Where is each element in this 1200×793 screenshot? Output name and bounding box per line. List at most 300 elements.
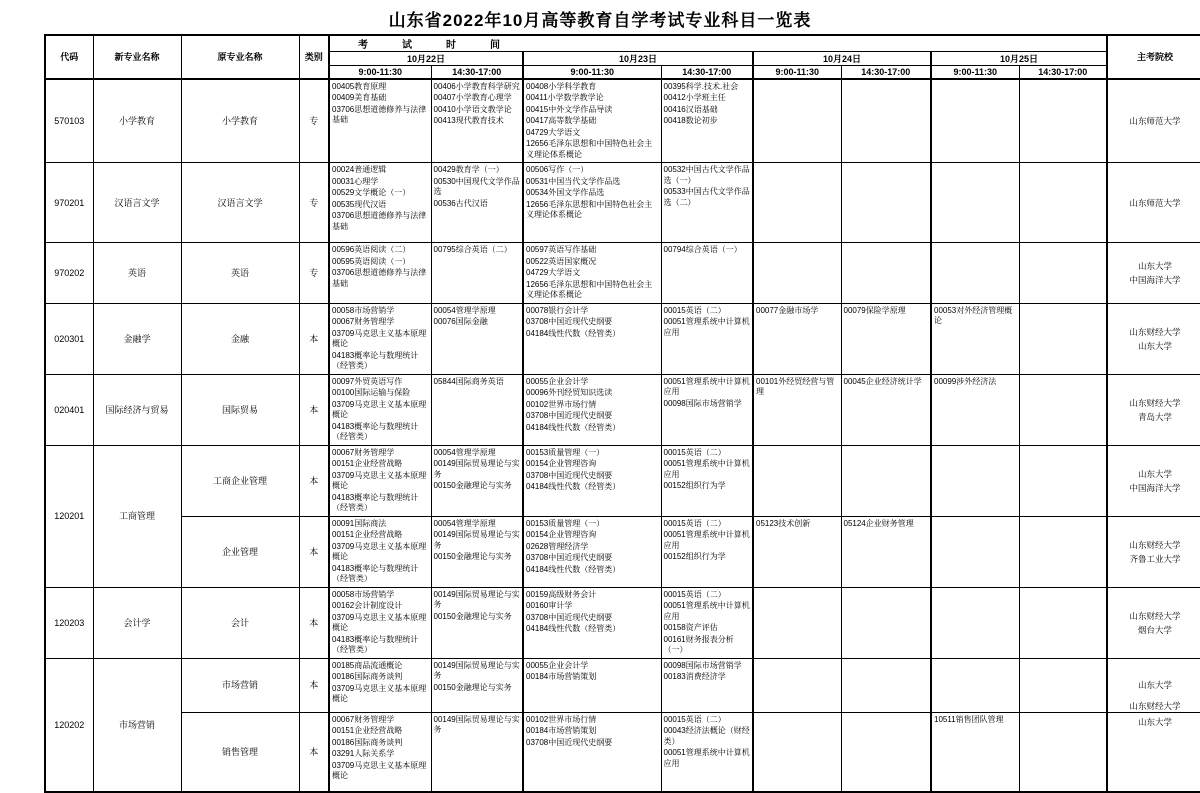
course-line: 00067财务管理学 [332, 317, 395, 326]
course-cell [661, 303, 753, 374]
course-cell [753, 587, 841, 658]
course-line: 03708中国近现代史纲要 [526, 737, 613, 747]
course-cell [753, 163, 841, 243]
course-line: 00418数论初步 [663, 116, 718, 125]
course-line: 00015英语（二） [663, 305, 726, 315]
table-row [45, 587, 1200, 658]
header-row-top [45, 35, 1200, 52]
course-cell [431, 163, 523, 243]
course-line: 00416汉语基础 [663, 104, 718, 114]
course-line: 00078银行会计学 [526, 305, 589, 315]
course-cell [1019, 303, 1107, 374]
course-line: 00053对外经济管理概论 [934, 305, 1013, 325]
course-line: 00529文学概论（一） [332, 188, 411, 197]
university-line: 山东财经大学 [1129, 397, 1181, 408]
course-line: 00054管理学原理 [433, 447, 496, 457]
course-cell [841, 516, 931, 587]
header-old-major: 原专业名称 [181, 35, 299, 79]
course-cell [523, 163, 661, 243]
course-cell [523, 303, 661, 374]
course-line: 02628管理经济学 [526, 541, 589, 551]
old-major-cell: 小学教育 [181, 79, 299, 163]
course-cell [1019, 374, 1107, 445]
course-cell [841, 303, 931, 374]
course-line: 00151企业经营战略 [332, 459, 403, 468]
header-time-am: 9:00-11:30 [753, 66, 841, 79]
course-line: 04729大学语文 [526, 268, 581, 277]
course-line: 00531中国当代文学作品选 [526, 176, 621, 186]
course-line: 04184线性代数（经管类） [526, 328, 621, 338]
university-cell [1107, 587, 1200, 658]
table-row [45, 303, 1200, 374]
university-line: 山东财经大学 [1129, 539, 1181, 550]
course-line: 00151企业经营战略 [332, 530, 403, 539]
university-cell [1107, 712, 1200, 792]
course-line: 00150金融理论与实务 [433, 481, 512, 490]
exam-schedule-table [44, 34, 1200, 793]
course-cell [841, 712, 931, 792]
course-cell [931, 374, 1019, 445]
course-line: 04183概率论与数理统计（经管类） [332, 350, 419, 370]
course-line: 00055企业会计学 [526, 660, 589, 670]
course-cell [431, 658, 523, 712]
course-line: 00162会计制度设计 [332, 601, 403, 610]
course-cell [431, 374, 523, 445]
course-cell [329, 712, 431, 792]
new-major-cell: 工商管理 [93, 445, 181, 587]
course-line: 00530中国现代文学作品选 [433, 176, 520, 196]
course-line: 00098国际市场营销学 [663, 398, 742, 408]
old-major-cell: 汉语言文学 [181, 163, 299, 243]
course-cell [931, 79, 1019, 163]
course-cell [661, 712, 753, 792]
course-line: 00413现代教育技术 [433, 116, 504, 125]
course-line: 00051管理系统中计算机应用 [663, 601, 750, 621]
course-line: 00154企业管理咨询 [526, 459, 597, 468]
university-cell [1107, 303, 1200, 374]
course-line: 00149国际贸易理论与实务 [433, 530, 520, 550]
course-cell [753, 445, 841, 516]
course-cell [841, 587, 931, 658]
old-major-cell: 市场营销 [181, 658, 299, 712]
course-line: 03708中国近现代史纲要 [526, 411, 613, 420]
course-cell [1019, 163, 1107, 243]
old-major-cell: 企业管理 [181, 516, 299, 587]
course-line: 00159高级财务会计 [526, 589, 597, 599]
course-cell [1019, 445, 1107, 516]
course-cell [753, 658, 841, 712]
new-major-cell: 会计学 [93, 587, 181, 658]
course-line: 04183概率论与数理统计（经管类） [332, 634, 419, 654]
course-line: 00161财务报表分析（一） [663, 634, 734, 654]
course-line: 00595英语阅读（一） [332, 256, 411, 266]
course-line: 00045企业经济统计学 [843, 376, 922, 386]
course-cell [523, 79, 661, 163]
new-major-cell: 小学教育 [93, 79, 181, 163]
header-time-pm: 14:30-17:00 [1019, 66, 1107, 79]
course-line: 00149国际贸易理论与实务 [433, 589, 520, 609]
course-cell [661, 658, 753, 712]
course-cell [661, 79, 753, 163]
course-cell [661, 163, 753, 243]
course-line: 00184市场营销策划 [526, 726, 597, 735]
course-line: 00149国际贸易理论与实务 [433, 459, 520, 479]
course-cell [931, 445, 1019, 516]
course-line: 00429教育学（一） [433, 165, 504, 174]
course-cell [931, 587, 1019, 658]
university-cell [1107, 658, 1200, 712]
course-line: 04184线性代数（经管类） [526, 422, 621, 432]
university-cell [1107, 79, 1200, 163]
university-line: 中国海洋大学 [1129, 274, 1181, 285]
course-line: 05844国际商务英语 [433, 376, 504, 386]
old-major-cell: 国际贸易 [181, 374, 299, 445]
course-cell [523, 516, 661, 587]
course-cell [329, 243, 431, 304]
course-cell [661, 516, 753, 587]
course-line: 04183概率论与数理统计（经管类） [332, 492, 419, 512]
course-cell [841, 243, 931, 304]
course-line: 00407小学教育心理学 [433, 93, 512, 102]
course-line: 03709马克思主义基本原理概论 [332, 683, 427, 703]
course-line: 00405教育原理 [332, 81, 387, 91]
course-line: 03708中国近现代史纲要 [526, 470, 613, 480]
table-row [45, 658, 1200, 712]
new-major-cell: 国际经济与贸易 [93, 374, 181, 445]
category-cell: 专 [299, 163, 329, 243]
old-major-cell: 工商企业管理 [181, 445, 299, 516]
course-line: 00412小学班主任 [663, 93, 726, 102]
course-line: 00102世界市场行情 [526, 714, 597, 724]
course-cell [931, 658, 1019, 712]
course-line: 00051管理系统中计算机应用 [663, 459, 750, 479]
course-cell [1019, 243, 1107, 304]
course-cell [523, 243, 661, 304]
university-line: 山东大学 [1137, 340, 1172, 351]
course-line: 00043经济法概论（财经类） [663, 726, 750, 746]
page-title: 山东省2022年10月高等教育自学考试专业科目一览表 [388, 11, 812, 30]
course-line: 00395科学.技术.社会 [663, 81, 739, 91]
course-cell [841, 79, 931, 163]
course-line: 00795综合英语（二） [433, 245, 512, 254]
university-line: 青岛大学 [1137, 411, 1172, 422]
course-cell [661, 445, 753, 516]
header-university: 主考院校 [1107, 35, 1200, 79]
course-line: 00534外国文学作品选 [526, 188, 605, 197]
course-cell [931, 303, 1019, 374]
course-cell [431, 587, 523, 658]
course-line: 00015英语（二） [663, 447, 726, 457]
course-line: 12656毛泽东思想和中国特色社会主义理论体系概论 [526, 139, 653, 159]
course-line: 00077金融市场学 [756, 305, 819, 315]
course-line: 00406小学教育科学研究 [433, 81, 520, 91]
code-cell: 970202 [45, 243, 93, 304]
header-date-oct22: 10月22日 [329, 52, 523, 66]
course-line: 00410小学语文教学论 [433, 104, 512, 114]
category-cell: 专 [299, 243, 329, 304]
course-line: 00058市场营销学 [332, 305, 395, 315]
course-line: 00152组织行为学 [663, 552, 726, 561]
course-cell [931, 516, 1019, 587]
course-cell [329, 445, 431, 516]
table-row [45, 243, 1200, 304]
course-line: 00152组织行为学 [663, 481, 726, 490]
course-line: 03706思想道德修养与法律基础 [332, 104, 427, 124]
course-cell [1019, 712, 1107, 792]
course-line: 04183概率论与数理统计（经管类） [332, 563, 419, 583]
category-cell: 本 [299, 587, 329, 658]
course-cell [841, 445, 931, 516]
code-cell: 570103 [45, 79, 93, 163]
course-cell [523, 712, 661, 792]
course-line: 00409美育基础 [332, 93, 387, 102]
course-line: 00051管理系统中计算机应用 [663, 317, 750, 337]
header-date-oct23: 10月23日 [523, 52, 753, 66]
course-line: 00535现代汉语 [332, 199, 387, 209]
course-line: 04183概率论与数理统计（经管类） [332, 421, 419, 441]
category-cell: 本 [299, 658, 329, 712]
course-line: 00153质量管理（一） [526, 447, 605, 457]
course-cell [329, 374, 431, 445]
course-line: 00150金融理论与实务 [433, 552, 512, 561]
course-cell [1019, 658, 1107, 712]
old-major-cell: 销售管理 [181, 712, 299, 792]
course-line: 03708中国近现代史纲要 [526, 553, 613, 562]
header-time-pm: 14:30-17:00 [841, 66, 931, 79]
course-line: 00184市场营销策划 [526, 672, 597, 681]
table-header [45, 35, 1200, 79]
course-line: 00597英语写作基础 [526, 245, 597, 254]
course-cell [661, 243, 753, 304]
course-line: 00160审计学 [526, 601, 573, 610]
new-major-cell: 金融学 [93, 303, 181, 374]
course-cell [753, 712, 841, 792]
course-line: 03709马克思主义基本原理概论 [332, 399, 427, 419]
old-major-cell: 英语 [181, 243, 299, 304]
course-line: 05123技术创新 [756, 518, 811, 528]
course-line: 00150金融理论与实务 [433, 682, 512, 692]
old-major-cell: 会计 [181, 587, 299, 658]
course-cell [753, 516, 841, 587]
course-line: 00055企业会计学 [526, 376, 589, 386]
course-line: 00149国际贸易理论与实务 [433, 714, 520, 734]
course-line: 03709马克思主义基本原理概论 [332, 612, 427, 632]
course-line: 00536古代汉语 [433, 198, 488, 208]
category-cell: 本 [299, 445, 329, 516]
course-line: 00532中国古代文学作品选（一） [663, 165, 750, 185]
course-line: 03708中国近现代史纲要 [526, 317, 613, 326]
course-line: 00096外刊经贸知识选读 [526, 388, 613, 397]
course-cell [431, 79, 523, 163]
university-cell [1107, 243, 1200, 304]
university-line: 山东大学 [1137, 260, 1172, 271]
code-cell: 120202 [45, 658, 93, 792]
table-row [45, 712, 1200, 792]
header-time-pm: 14:30-17:00 [661, 66, 753, 79]
course-line: 00015英语（二） [663, 518, 726, 528]
course-line: 00408小学科学教育 [526, 81, 597, 91]
course-cell [753, 303, 841, 374]
header-category: 类别 [299, 35, 329, 79]
university-line: 烟台大学 [1137, 624, 1172, 635]
course-line: 00153质量管理（一） [526, 518, 605, 528]
course-cell [329, 79, 431, 163]
course-cell [931, 712, 1019, 792]
university-cell [1107, 516, 1200, 587]
university-line: 山东大学 [1137, 468, 1172, 479]
code-cell: 020301 [45, 303, 93, 374]
course-cell [841, 163, 931, 243]
course-line: 00522英语国家概况 [526, 256, 597, 266]
course-line: 00076国际金融 [433, 317, 488, 326]
course-line: 00097外贸英语写作 [332, 376, 403, 386]
course-cell [841, 658, 931, 712]
course-line: 00186国际商务谈判 [332, 672, 403, 681]
code-cell: 020401 [45, 374, 93, 445]
header-time-am: 9:00-11:30 [329, 66, 431, 79]
header-time-am: 9:00-11:30 [931, 66, 1019, 79]
header-time-pm: 14:30-17:00 [431, 66, 523, 79]
course-line: 00417高等数学基础 [526, 116, 597, 125]
course-line: 03708中国近现代史纲要 [526, 612, 613, 622]
category-cell: 本 [299, 712, 329, 792]
course-line: 00051管理系统中计算机应用 [663, 530, 750, 550]
course-line: 04184线性代数（经管类） [526, 564, 621, 574]
course-line: 00067财务管理学 [332, 447, 395, 457]
course-line: 04184线性代数（经管类） [526, 482, 621, 491]
course-line: 12656毛泽东思想和中国特色社会主义理论体系概论 [526, 279, 653, 299]
course-line: 03291人际关系学 [332, 749, 395, 758]
course-line: 00054管理学原理 [433, 305, 496, 315]
course-line: 00015英语（二） [663, 714, 726, 724]
course-cell [753, 243, 841, 304]
course-cell [931, 163, 1019, 243]
course-cell [431, 445, 523, 516]
course-cell [523, 445, 661, 516]
university-cell [1107, 445, 1200, 516]
course-line: 03709马克思主义基本原理概论 [332, 541, 427, 561]
course-line: 00533中国古代文学作品选（二） [663, 187, 750, 207]
course-cell [329, 303, 431, 374]
course-cell [661, 374, 753, 445]
course-line: 00054管理学原理 [433, 518, 496, 528]
course-cell [431, 243, 523, 304]
course-cell [523, 587, 661, 658]
university-line: 山东大学 [1137, 680, 1172, 690]
university-cell [1107, 374, 1200, 445]
header-date-oct24: 10月24日 [753, 52, 931, 66]
university-cell [1107, 163, 1200, 243]
table-row [45, 445, 1200, 516]
course-line: 00015英语（二） [663, 589, 726, 599]
course-line: 00151企业经营战略 [332, 726, 403, 735]
course-line: 00100国际运输与保险 [332, 388, 411, 397]
course-line: 00098国际市场营销学 [663, 660, 742, 670]
course-line: 00596英语阅读（二） [332, 245, 411, 254]
course-cell [931, 243, 1019, 304]
course-cell [431, 712, 523, 792]
course-cell [1019, 79, 1107, 163]
course-line: 00411小学数学教学论 [526, 93, 604, 102]
category-cell: 专 [299, 79, 329, 163]
course-line: 00079保险学原理 [843, 305, 906, 315]
header-time-am: 9:00-11:30 [523, 66, 661, 79]
course-line: 00506写作（一） [526, 165, 589, 174]
new-major-cell: 汉语言文学 [93, 163, 181, 243]
course-line: 00099涉外经济法 [934, 376, 997, 386]
header-date-oct25: 10月25日 [931, 52, 1107, 66]
course-line: 04184线性代数（经管类） [526, 624, 621, 633]
course-line: 00794综合英语（一） [663, 245, 742, 254]
university-line: 山东财经大学 [1129, 700, 1181, 711]
course-line: 00102世界市场行情 [526, 399, 597, 409]
course-cell [841, 374, 931, 445]
course-line: 00415中外文学作品导读 [526, 104, 613, 114]
course-line: 00058市场营销学 [332, 589, 395, 599]
course-cell [431, 303, 523, 374]
course-cell [431, 516, 523, 587]
course-line: 03706思想道德修养与法律基础 [332, 211, 427, 231]
course-line: 00183消费经济学 [663, 672, 726, 681]
course-line: 04729大学语文 [526, 127, 581, 137]
code-cell: 970201 [45, 163, 93, 243]
university-line: 山东财经大学 [1129, 326, 1181, 337]
course-line: 10511销售团队管理 [934, 714, 1004, 724]
course-line: 03709马克思主义基本原理概论 [332, 470, 427, 490]
course-cell [329, 163, 431, 243]
category-cell: 本 [299, 516, 329, 587]
course-cell [753, 79, 841, 163]
code-cell: 120201 [45, 445, 93, 587]
university-line: 山东师范大学 [1129, 197, 1181, 208]
course-line: 00051管理系统中计算机应用 [663, 748, 750, 768]
course-cell [523, 658, 661, 712]
new-major-cell: 英语 [93, 243, 181, 304]
course-cell [329, 516, 431, 587]
header-new-major: 新专业名称 [93, 35, 181, 79]
course-line: 03709马克思主义基本原理概论 [332, 328, 427, 348]
old-major-cell: 金融 [181, 303, 299, 374]
course-cell [329, 658, 431, 712]
course-line: 00091国际商法 [332, 518, 387, 528]
university-line: 齐鲁工业大学 [1129, 553, 1181, 564]
code-cell: 120203 [45, 587, 93, 658]
course-line: 00185商品流通概论 [332, 660, 403, 670]
course-cell [753, 374, 841, 445]
category-cell: 本 [299, 303, 329, 374]
course-line: 03709马克思主义基本原理概论 [332, 760, 427, 780]
new-major-cell: 市场营销 [93, 658, 181, 792]
course-line: 00154企业管理咨询 [526, 530, 597, 539]
course-cell [1019, 587, 1107, 658]
university-line: 山东师范大学 [1129, 115, 1181, 126]
header-code: 代码 [45, 35, 93, 79]
table-row [45, 374, 1200, 445]
course-line: 00051管理系统中计算机应用 [663, 376, 750, 396]
course-line: 00031心理学 [332, 176, 379, 186]
course-line: 00024普通逻辑 [332, 165, 387, 174]
course-line: 00101外经贸经营与管理 [756, 376, 835, 396]
course-line: 00149国际贸易理论与实务 [433, 660, 520, 680]
course-line: 00150金融理论与实务 [433, 611, 512, 621]
university-line: 山东大学 [1137, 716, 1172, 727]
table-row [45, 163, 1200, 243]
course-line: 12656毛泽东思想和中国特色社会主义理论体系概论 [526, 199, 653, 219]
table-row [45, 79, 1200, 163]
table-row [45, 516, 1200, 587]
course-line: 03706思想道德修养与法律基础 [332, 268, 427, 288]
schedule-body [45, 79, 1200, 793]
